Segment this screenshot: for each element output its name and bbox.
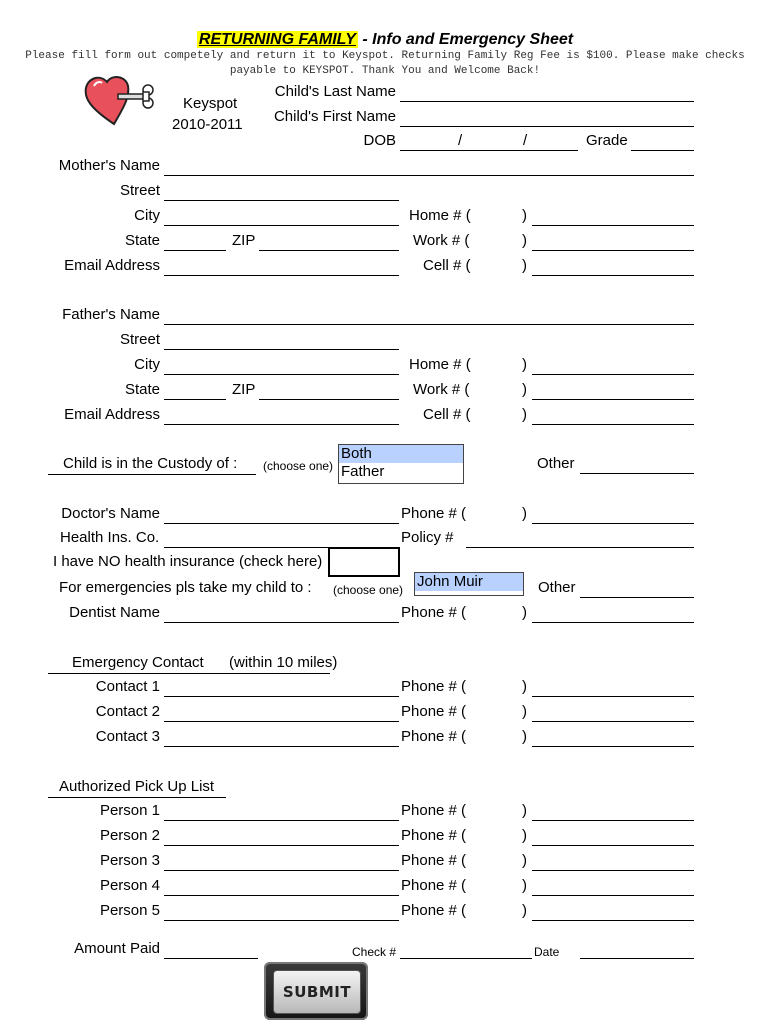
mother-street-input[interactable] <box>166 182 397 200</box>
child-last-name-line <box>400 101 694 102</box>
person-4-line <box>164 895 399 896</box>
mother-home-input[interactable] <box>534 207 692 225</box>
contact-1-phone-close: ) <box>522 678 527 695</box>
father-name-line <box>164 324 694 325</box>
father-work-input[interactable] <box>534 381 692 399</box>
person-2-phone-input[interactable] <box>534 827 692 845</box>
father-cell-label: Cell # ( <box>423 406 471 423</box>
child-first-name-label: Child's First Name <box>273 108 396 125</box>
person-2-line <box>164 845 399 846</box>
date-line <box>580 958 694 959</box>
mother-cell-close: ) <box>522 257 527 274</box>
mother-email-line <box>164 275 399 276</box>
person-1-line <box>164 820 399 821</box>
father-state-input[interactable] <box>166 381 224 399</box>
check-number-label: Check # <box>352 945 397 959</box>
person-2-input[interactable] <box>166 827 397 845</box>
child-first-name-line <box>400 126 694 127</box>
grade-input[interactable] <box>633 132 692 150</box>
dentist-phone-label: Phone # ( <box>401 604 467 621</box>
doctor-phone-input[interactable] <box>534 505 692 523</box>
person-4-phone-label: Phone # ( <box>401 877 467 894</box>
custody-listbox[interactable] <box>338 444 464 484</box>
mother-city-label: City <box>134 207 160 224</box>
father-city-input[interactable] <box>166 356 397 374</box>
heart-key-logo-icon <box>80 72 160 130</box>
amount-paid-line <box>164 958 258 959</box>
date-input[interactable] <box>582 940 692 958</box>
mother-cell-label: Cell # ( <box>423 257 471 274</box>
person-1-phone-label: Phone # ( <box>401 802 467 819</box>
doctor-phone-label: Phone # ( <box>401 505 467 522</box>
contact-1-phone-line <box>532 696 694 697</box>
father-street-input[interactable] <box>166 331 397 349</box>
form-instructions: Please fill form out competely and return it to Keyspot. Returning Family Reg Fee is $100. Please make checks payable to KEYSPOT. Thank You and Welcome Back! <box>25 50 745 77</box>
person-3-phone-input[interactable] <box>534 852 692 870</box>
person-1-label: Person 1 <box>99 802 160 819</box>
grade-line <box>631 150 694 151</box>
father-zip-input[interactable] <box>261 381 397 399</box>
doctor-phone-close: ) <box>522 505 527 522</box>
contact-1-phone-input[interactable] <box>534 678 692 696</box>
contact-3-line <box>164 746 399 747</box>
custody-option-father[interactable]: Father <box>341 463 385 480</box>
emergency-contact-heading: Emergency Contact <box>72 654 204 671</box>
check-number-line <box>400 958 532 959</box>
father-home-input[interactable] <box>534 356 692 374</box>
dob-year-input[interactable] <box>531 132 576 150</box>
contact-3-phone-label: Phone # ( <box>401 728 467 745</box>
person-4-phone-input[interactable] <box>534 877 692 895</box>
person-1-phone-area-input[interactable] <box>478 802 518 820</box>
contact-3-phone-area-input[interactable] <box>478 728 518 746</box>
person-4-phone-area-input[interactable] <box>478 877 518 895</box>
contact-2-phone-area-input[interactable] <box>478 703 518 721</box>
father-street-line <box>164 349 399 350</box>
contact-2-input[interactable] <box>166 703 397 721</box>
person-4-phone-line <box>532 895 694 896</box>
dob-month-input[interactable] <box>402 132 454 150</box>
contact-1-phone-area-input[interactable] <box>478 678 518 696</box>
father-city-line <box>164 374 399 375</box>
grade-label: Grade <box>586 132 628 149</box>
person-3-phone-close: ) <box>522 852 527 869</box>
mother-zip-line <box>259 250 399 251</box>
emergency-hospital-label: For emergencies pls take my child to : <box>59 579 312 596</box>
mother-cell-area-input[interactable] <box>478 257 518 275</box>
emergency-other-label: Other <box>538 579 576 596</box>
father-state-line <box>164 399 226 400</box>
custody-option-both[interactable]: Both <box>339 445 463 463</box>
person-3-label: Person 3 <box>99 852 160 869</box>
doctor-name-input[interactable] <box>166 505 397 523</box>
person-4-label: Person 4 <box>99 877 160 894</box>
form-title-highlight: RETURNING FAMILY <box>198 31 356 48</box>
father-home-close: ) <box>522 356 527 373</box>
dentist-name-input[interactable] <box>166 604 397 622</box>
contact-2-phone-input[interactable] <box>534 703 692 721</box>
person-1-phone-line <box>532 820 694 821</box>
person-2-phone-label: Phone # ( <box>401 827 467 844</box>
mother-work-close: ) <box>522 232 527 249</box>
father-city-label: City <box>134 356 160 373</box>
father-email-line <box>164 424 399 425</box>
dob-label: DOB <box>363 132 396 149</box>
person-3-phone-label: Phone # ( <box>401 852 467 869</box>
contact-1-line <box>164 696 399 697</box>
emergency-other-line <box>580 597 694 598</box>
mother-street-line <box>164 200 399 201</box>
no-insurance-checkbox[interactable] <box>328 547 400 577</box>
child-last-name-input[interactable] <box>402 83 692 101</box>
emergency-contact-underline <box>48 673 330 674</box>
person-3-phone-line <box>532 870 694 871</box>
doctor-name-label: Doctor's Name <box>61 505 160 522</box>
dob-sep-2: / <box>523 132 528 149</box>
submit-button-frame[interactable] <box>264 962 368 1020</box>
person-5-phone-input[interactable] <box>534 902 692 920</box>
father-work-area-input[interactable] <box>478 381 518 399</box>
father-home-label: Home # ( <box>409 356 471 373</box>
contact-3-phone-close: ) <box>522 728 527 745</box>
father-state-label: State <box>124 381 160 398</box>
father-zip-line <box>259 399 399 400</box>
mother-work-line <box>532 250 694 251</box>
person-5-phone-close: ) <box>522 902 527 919</box>
child-first-name-input[interactable] <box>402 108 692 126</box>
mother-home-line <box>532 225 694 226</box>
dob-sep-1: / <box>458 132 463 149</box>
mother-state-label: State <box>124 232 160 249</box>
contact-2-phone-close: ) <box>522 703 527 720</box>
mother-name-line <box>164 175 694 176</box>
child-last-name-label: Child's Last Name <box>274 83 396 100</box>
mother-email-input[interactable] <box>166 257 397 275</box>
mother-cell-line <box>532 275 694 276</box>
person-1-phone-close: ) <box>522 802 527 819</box>
custody-underline <box>48 474 256 475</box>
father-cell-close: ) <box>522 406 527 423</box>
dentist-phone-area-input[interactable] <box>478 604 518 622</box>
person-4-phone-close: ) <box>522 877 527 894</box>
mother-city-line <box>164 225 399 226</box>
father-work-label: Work # ( <box>413 381 470 398</box>
mother-zip-label: ZIP <box>232 232 256 249</box>
father-work-close: ) <box>522 381 527 398</box>
person-5-phone-area-input[interactable] <box>478 902 518 920</box>
father-cell-area-input[interactable] <box>478 406 518 424</box>
contact-3-phone-input[interactable] <box>534 728 692 746</box>
amount-paid-input[interactable] <box>166 940 256 958</box>
contact-3-input[interactable] <box>166 728 397 746</box>
emergency-contact-note: (within 10 miles) <box>229 654 338 671</box>
mother-work-label: Work # ( <box>413 232 470 249</box>
mother-home-close: ) <box>522 207 527 224</box>
pickup-underline <box>48 797 226 798</box>
person-2-phone-line <box>532 845 694 846</box>
father-email-input[interactable] <box>166 406 397 424</box>
person-5-label: Person 5 <box>99 902 160 919</box>
doctor-phone-line <box>532 523 694 524</box>
contact-1-label: Contact 1 <box>95 678 160 695</box>
contact-3-label: Contact 3 <box>95 728 160 745</box>
amount-paid-label: Amount Paid <box>74 940 160 957</box>
policy-input[interactable] <box>468 529 692 547</box>
dob-day-input[interactable] <box>466 132 520 150</box>
father-zip-label: ZIP <box>232 381 256 398</box>
emergency-hospital-listbox[interactable] <box>414 572 524 596</box>
father-email-label: Email Address <box>64 406 160 423</box>
person-3-line <box>164 870 399 871</box>
no-insurance-label: I have NO health insurance (check here) <box>53 553 323 570</box>
father-street-label: Street <box>119 331 160 348</box>
father-home-line <box>532 374 694 375</box>
doctor-phone-area-input[interactable] <box>478 505 518 523</box>
person-2-label: Person 2 <box>99 827 160 844</box>
doctor-name-line <box>164 523 399 524</box>
father-cell-input[interactable] <box>534 406 692 424</box>
mother-city-input[interactable] <box>166 207 397 225</box>
emergency-other-input[interactable] <box>582 579 692 597</box>
mother-street-label: Street <box>119 182 160 199</box>
contact-1-phone-label: Phone # ( <box>401 678 467 695</box>
date-label: Date <box>534 945 560 959</box>
mother-zip-input[interactable] <box>261 232 397 250</box>
policy-line <box>466 547 694 548</box>
health-ins-label: Health Ins. Co. <box>60 529 160 546</box>
check-number-input[interactable] <box>402 940 530 958</box>
person-5-line <box>164 920 399 921</box>
dentist-phone-close: ) <box>522 604 527 621</box>
person-1-phone-input[interactable] <box>534 802 692 820</box>
custody-label: Child is in the Custody of : <box>63 455 238 472</box>
org-years: 2010-2011 <box>172 116 243 133</box>
custody-other-line <box>580 473 694 474</box>
dentist-name-label: Dentist Name <box>69 604 160 621</box>
form-title <box>0 31 770 49</box>
person-5-phone-line <box>532 920 694 921</box>
custody-other-label: Other <box>537 455 575 472</box>
health-ins-input[interactable] <box>166 529 397 547</box>
dentist-phone-input[interactable] <box>534 604 692 622</box>
contact-3-phone-line <box>532 746 694 747</box>
father-name-input[interactable] <box>166 306 692 324</box>
mother-work-area-input[interactable] <box>478 232 518 250</box>
submit-button[interactable]: SUBMIT <box>273 970 361 1014</box>
dentist-phone-line <box>532 622 694 623</box>
person-1-input[interactable] <box>166 802 397 820</box>
person-5-input[interactable] <box>166 902 397 920</box>
contact-1-input[interactable] <box>166 678 397 696</box>
custody-other-input[interactable] <box>582 455 692 473</box>
father-work-line <box>532 399 694 400</box>
person-2-phone-area-input[interactable] <box>478 827 518 845</box>
dob-line <box>400 150 578 151</box>
contact-2-label: Contact 2 <box>95 703 160 720</box>
father-name-label: Father's Name <box>62 306 160 323</box>
emergency-hospital-selected[interactable]: John Muir <box>415 573 523 591</box>
mother-home-label: Home # ( <box>409 207 471 224</box>
mother-state-input[interactable] <box>166 232 224 250</box>
dentist-name-line <box>164 622 399 623</box>
pickup-heading: Authorized Pick Up List <box>59 778 215 795</box>
mother-name-input[interactable] <box>166 157 692 175</box>
mother-work-input[interactable] <box>534 232 692 250</box>
person-3-phone-area-input[interactable] <box>478 852 518 870</box>
mother-name-label: Mother's Name <box>58 157 160 174</box>
contact-2-line <box>164 721 399 722</box>
contact-2-phone-line <box>532 721 694 722</box>
father-cell-line <box>532 424 694 425</box>
person-3-input[interactable] <box>166 852 397 870</box>
mother-state-line <box>164 250 226 251</box>
mother-home-area-input[interactable] <box>478 207 518 225</box>
mother-email-label: Email Address <box>64 257 160 274</box>
contact-2-phone-label: Phone # ( <box>401 703 467 720</box>
father-home-area-input[interactable] <box>478 356 518 374</box>
policy-label: Policy # <box>401 529 454 546</box>
custody-hint: (choose one) <box>263 459 334 473</box>
person-4-input[interactable] <box>166 877 397 895</box>
org-name: Keyspot <box>183 95 238 112</box>
person-5-phone-label: Phone # ( <box>401 902 467 919</box>
person-2-phone-close: ) <box>522 827 527 844</box>
emergency-hospital-hint: (choose one) <box>333 583 404 597</box>
form-title-rest: - Info and Emergency Sheet <box>357 31 574 48</box>
mother-cell-input[interactable] <box>534 257 692 275</box>
